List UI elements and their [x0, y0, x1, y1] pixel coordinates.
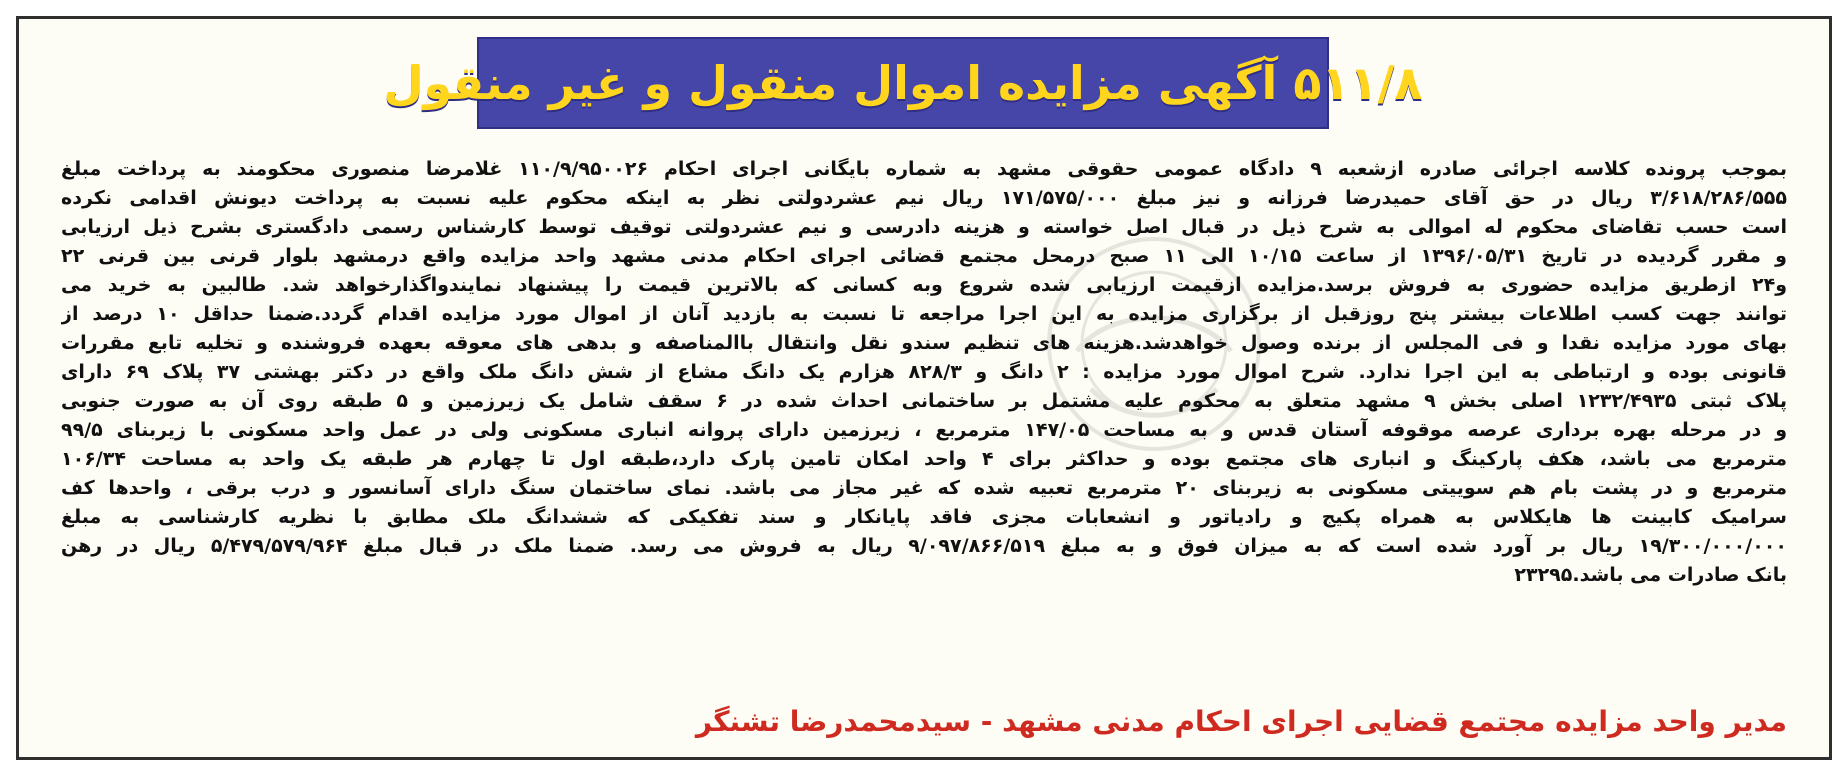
notice-body-line: و مقرر گردیده در تاریخ ۱۳۹۶/۰۵/۳۱ از ساعت ۱۰/۱۵ الی ۱۱ صبح درمحل مجتمع قضائی اجرای احکام مدنی مشهد واحد مزایده واقع درمشهد بلوار قرنی بین قرنی ۲۲ — [61, 245, 1787, 267]
notice-body-line: بموجب پرونده کلاسه اجرائی صادره ازشعبه ۹ دادگاه عمومی حقوقی مشهد به شماره بایگانی اجرای احکام ۱۱۰/۹/۹۵۰۰۲۶ غلامرضا منصوری محکومند به پرداخت مبلغ — [61, 158, 1787, 180]
notice-body-line: قانونی بوده و ارتباطی به این اجرا ندارد. شرح اموال مورد مزایده : ۲ دانگ و ۸۲۸/۳ هزارم یک دانگ مشاع از شش دانگ ملک واقع در دکتر بهشتی ۳۷ پلاک ۶۹ دارای — [61, 361, 1787, 383]
notice-body-line: پلاک ثبتی ۱۲۳۲/۴۹۳۵ اصلی بخش ۹ مشهد متعلق به محکوم علیه مشتمل بر ساختمانی احداث شده در ۶ سقف شامل یک زیرزمین و ۵ طبقه روی آن به صورت جنوبی — [61, 390, 1787, 412]
notice-body-line: ۱۹/۳۰۰/۰۰۰/۰۰۰ ریال بر آورد شده است که به میزان فوق و به مبلغ ۹/۰۹۷/۸۶۶/۵۱۹ ریال به فروش می رسد. ضمنا ملک در قبال مبلغ ۵/۴۷۹/۵۷۹/۹۶۴ ریال در رهن — [61, 535, 1787, 557]
notice-body-line: بهای مورد مزایده نقدا و فی المجلس از برنده وصول خواهدشد.هزینه های تنظیم سندو نقل وانتقال باالمناصفه و بدهی های معوقه بعهده فروشنده و تخلیه تابع مقررات — [61, 332, 1787, 354]
notice-body-line: مترمربع می باشد، هکف پارکینگ و انباری های مجتمع بوده و حداکثر برای ۴ واحد امکان تامین پارک دارد،طبقه اول تا چهارم هر طبقه یک واحد به مساحت ۱۰۶/۳۴ — [61, 448, 1787, 470]
notice-body-line: سرامیک کابینت ها هایکلاس به همراه پکیج و رادیاتور و انشعابات مجزی فاقد پایانکار و سند تفکیکی که ششدانگ ملک مطابق با نظریه کارشناسی به مبلغ — [61, 506, 1787, 528]
notice-title-box — [383, 37, 1423, 129]
notice-body-line: و در مرحله بهره برداری عرصه موقوفه آستان قدس و به مساحت ۱۴۷/۰۵ مترمربع ، زیرزمین دارای پروانه انباری مسکونی ولی در عمل واحد مسکونی با زیربنای ۹۹/۵ — [61, 419, 1787, 441]
auction-notice-box — [16, 16, 1832, 760]
signature-line: مدیر واحد مزایده مجتمع قضایی اجرای احکام مدنی مشهد - سیدمحمدرضا تشنگر — [695, 705, 1787, 738]
notice-title: ۵۱۱/۸ آگهی مزایده اموال منقول و غیر منقول — [383, 56, 1423, 110]
notice-body-line: مترمربع و در پشت بام هم سوییتی مسکونی به زیربنای ۲۰ مترمربع تعبیه شده که غیر مجاز می باشد. نمای ساختمان سنگ دارای آسانسور و درب برقی ، واحدها کف — [61, 477, 1787, 499]
notice-body-line: ۳/۶۱۸/۲۸۶/۵۵۵ ریال در حق آقای حمیدرضا فرزانه و نیز مبلغ ۱۷۱/۵۷۵/۰۰۰ ریال نیم عشردولتی نظر به اینکه محکوم علیه نسبت به پرداخت دیونش اقدامی نکرده — [61, 187, 1787, 209]
notice-body-line: و۲۴ ازطریق مزایده حضوری به فروش برسد.مزایده ازقیمت ارزیابی شده شروع وبه کسانی که بالاترین قیمت را پیشنهاد نمایندواگذارخواهد شد. طالبین به خرید می — [61, 274, 1787, 296]
notice-body — [61, 155, 1787, 590]
notice-body-line: توانند جهت کسب اطلاعات بیشتر پنج روزقبل از برگزاری مزایده به این اجرا مراجعه تا نسبت به بازدید آنان از اموال مورد مزایده اقدام گردد.ضمنا حداقل ۱۰ درصد از — [61, 303, 1787, 325]
notice-body-line-final: بانک صادرات می باشد.۲۳۲۹۵ — [1514, 564, 1787, 586]
notice-body-line: است حسب تقاضای محکوم له اموالی به شرح ذیل در قبال اصل خواسته و هزینه دادرسی و نیم عشردولتی توقیف توسط کارشناس رسمی دادگستری بشرح ذیل ارزیابی — [61, 216, 1787, 238]
